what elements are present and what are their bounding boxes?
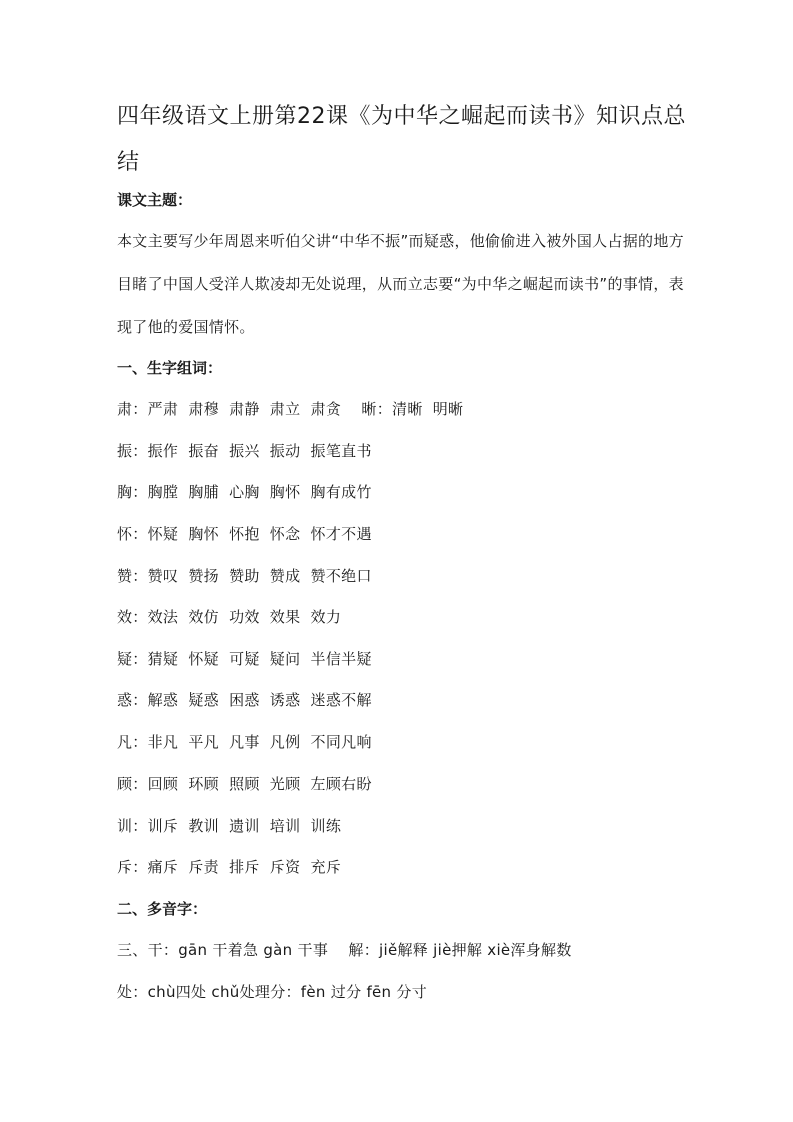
word-group-line: 疑：猜疑 怀疑 可疑 疑问 半信半疑 <box>117 650 372 668</box>
section-polyphone-heading: 二、多音字： <box>117 900 208 918</box>
word-group-line: 肃：严肃 肃穆 肃静 肃立 肃贪 晰：清晰 明晰 <box>117 400 464 418</box>
word-group-line: 惑：解惑 疑惑 困惑 诱惑 迷惑不解 <box>117 691 372 709</box>
theme-paragraph: 本文主要写少年周恩来听伯父讲“中华不振”而疑惑，他偷偷进入被外国人占据的地方目睹了中国人受洋人欺凌却无处说理，从而立志要“为中华之崛起而读书”的事情，表现了他的爱国情怀。 <box>117 232 684 336</box>
word-group-line: 训：训斥 教训 遗训 培训 训练 <box>117 817 342 835</box>
polyphone-line: 处：chù四处 chǔ处理分：fèn 过分 fēn 分寸 <box>117 983 428 1001</box>
document-title: 四年级语文上册第22课《为中华之崛起而读书》知识点总结 <box>117 104 686 175</box>
word-group-line: 斥：痛斥 斥责 排斥 斥资 充斥 <box>117 858 342 876</box>
word-group-line: 胸：胸膛 胸脯 心胸 胸怀 胸有成竹 <box>117 483 372 501</box>
polyphone-line: 三、干：gān 干着急 gàn 干事 解：jiě解释 jiè押解 xiè浑身解数 <box>117 941 572 959</box>
word-group-line: 效：效法 效仿 功效 效果 效力 <box>117 608 342 626</box>
word-group-line: 凡：非凡 平凡 凡事 凡例 不同凡响 <box>117 733 372 751</box>
word-group-line: 赞：赞叹 赞扬 赞助 赞成 赞不绝口 <box>117 567 372 585</box>
word-group-line: 顾：回顾 环顾 照顾 光顾 左顾右盼 <box>117 775 372 793</box>
word-group-line: 振：振作 振奋 振兴 振动 振笔直书 <box>117 442 372 460</box>
section-vocabulary-heading: 一、生字组词： <box>117 359 223 377</box>
word-group-line: 怀：怀疑 胸怀 怀抱 怀念 怀才不遇 <box>117 525 372 543</box>
theme-heading: 课文主题： <box>117 191 193 209</box>
